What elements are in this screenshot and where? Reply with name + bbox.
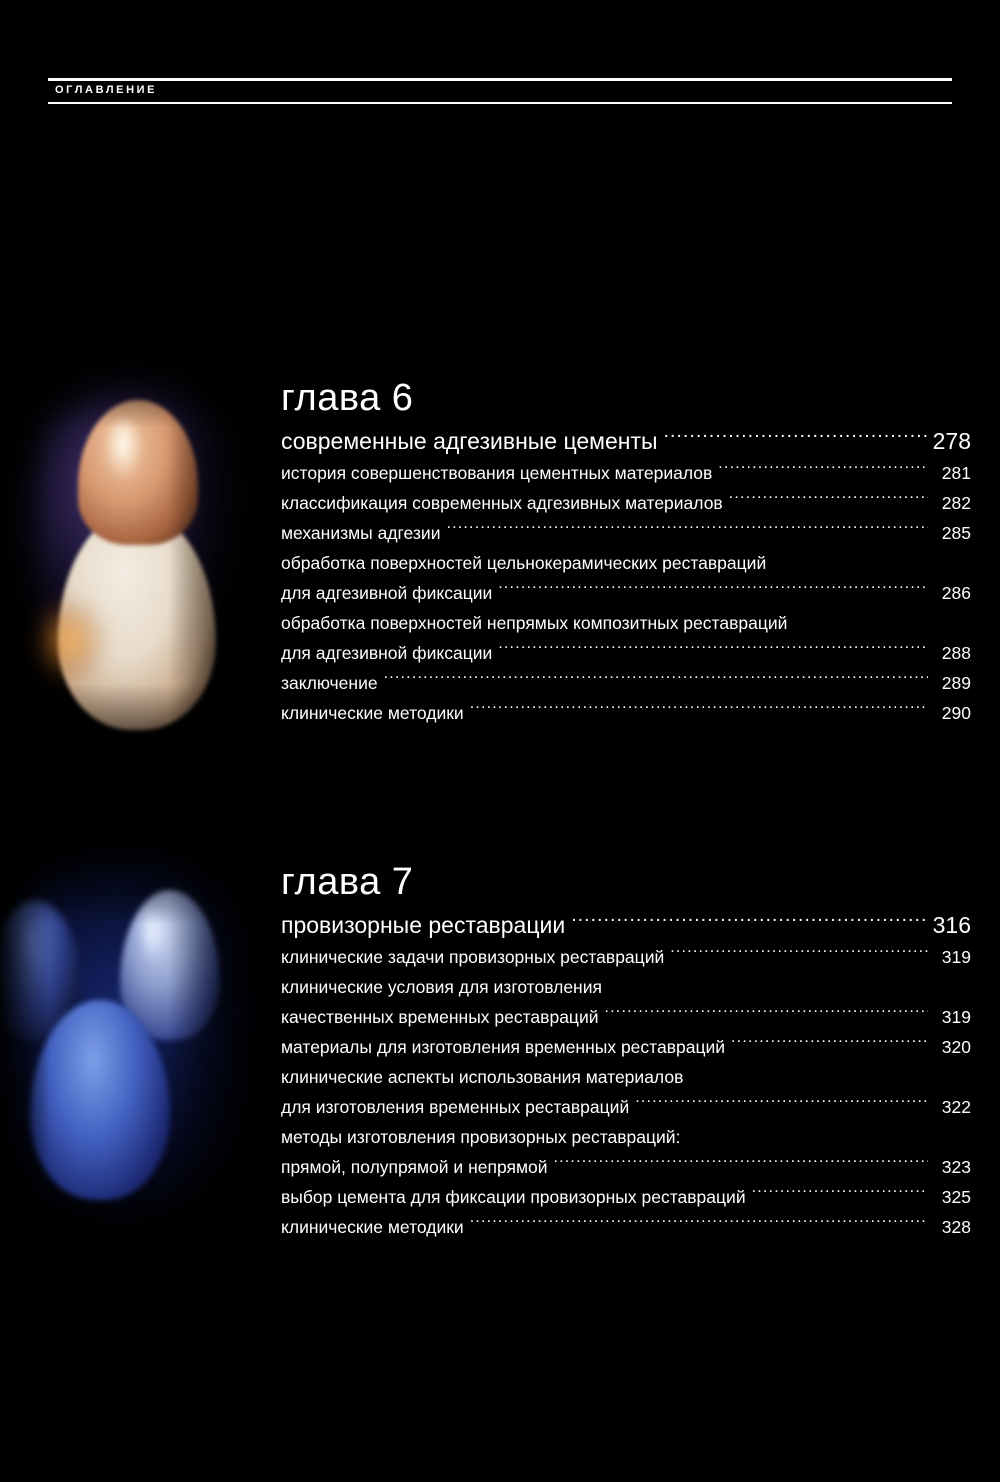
toc-entry-main[interactable]: [281, 908, 971, 942]
toc-entry-page: 323: [941, 1156, 971, 1177]
toc-entry-label: клинические аспекты использования материалов: [281, 1066, 684, 1087]
leader-dots: [718, 461, 928, 479]
toc-entry-page: 286: [941, 582, 971, 603]
toc-entry[interactable]: [281, 518, 971, 548]
leader-dots: [384, 671, 928, 689]
toc-entry-page: 316: [932, 911, 971, 938]
toc-entry-label: для изготовления временных реставраций: [281, 1096, 630, 1117]
toc-entry-continuation[interactable]: [281, 972, 971, 1002]
leader-dots: [470, 1215, 928, 1233]
toc-section-chapter-7: [281, 862, 971, 1242]
toc-entry-label: обработка поверхностей цельнокерамических реставраций: [281, 552, 767, 573]
toc-entry-label: современные адгезивные цементы: [281, 427, 658, 454]
toc-entry[interactable]: [281, 698, 971, 728]
header-label: ОГЛАВЛЕНИЕ: [55, 84, 165, 96]
toc-section-chapter-6: [281, 378, 971, 728]
toc-entry-page: 282: [941, 492, 971, 513]
leader-dots: [664, 426, 928, 449]
toc-entry-continuation[interactable]: [281, 608, 971, 638]
header-rule-bottom: [48, 102, 952, 104]
photo-glow: [0, 840, 280, 1220]
leader-dots: [670, 945, 928, 963]
toc-entry[interactable]: [281, 1182, 971, 1212]
chapter-title: глава 7: [281, 861, 414, 903]
leader-dots: [498, 581, 928, 599]
chapter-6-photo: [0, 340, 280, 780]
toc-entry[interactable]: [281, 1212, 971, 1242]
toc-entry[interactable]: [281, 1032, 971, 1062]
toc-entry-page: 290: [941, 702, 971, 723]
toc-entry[interactable]: [281, 578, 971, 608]
toc-entry-page: 278: [932, 427, 971, 454]
toc-entry-continuation[interactable]: [281, 1062, 971, 1092]
crown-shape-right: [120, 890, 220, 1040]
toc-entry-page: 325: [941, 1186, 971, 1207]
toc-entry-label: клинические условия для изготовления: [281, 976, 602, 997]
chapter-title: глава 6: [281, 377, 414, 419]
toc-entry-page: 289: [941, 672, 971, 693]
leader-dots: [752, 1185, 928, 1203]
toc-entry-label: клинические задачи провизорных реставраций: [281, 946, 665, 967]
toc-entry[interactable]: [281, 668, 971, 698]
toc-entry-page: 319: [941, 946, 971, 967]
crown-shape-front: [30, 1000, 170, 1200]
toc-entry-continuation[interactable]: [281, 1122, 971, 1152]
header-rule-top: [48, 78, 952, 81]
crown-highlight: [104, 420, 142, 480]
toc-entry-label: клинические методики: [281, 1216, 464, 1237]
leader-dots: [635, 1095, 928, 1113]
toc-entry-continuation[interactable]: [281, 548, 971, 578]
toc-entry-label: выбор цемента для фиксации провизорных реставраций: [281, 1186, 746, 1207]
photo-glow: [22, 380, 252, 680]
toc-entry-page: 319: [941, 1006, 971, 1027]
toc-entry-page: 288: [941, 642, 971, 663]
toc-entry-label: для адгезивной фиксации: [281, 582, 493, 603]
toc-entry[interactable]: [281, 1152, 971, 1182]
toc-entry-label: для адгезивной фиксации: [281, 642, 493, 663]
crown-body-shape: [58, 510, 216, 730]
toc-entry-label: методы изготовления провизорных реставраций:: [281, 1126, 681, 1147]
toc-entry[interactable]: [281, 1092, 971, 1122]
toc-entry-label: материалы для изготовления временных реставраций: [281, 1036, 726, 1057]
chapter-7-photo: [0, 830, 280, 1300]
crown-shape-left: [0, 900, 80, 1040]
page-header: [48, 78, 952, 108]
toc-entry-page: 320: [941, 1036, 971, 1057]
toc-entry-page: 281: [941, 462, 971, 483]
toc-entry-label: классификация современных адгезивных материалов: [281, 492, 723, 513]
crown-highlight: [136, 908, 168, 964]
amber-glow: [34, 600, 104, 680]
toc-entry-label: заключение: [281, 672, 378, 693]
toc-entry[interactable]: [281, 1002, 971, 1032]
toc-entry[interactable]: [281, 638, 971, 668]
toc-entry-label: обработка поверхностей непрямых композитных реставраций: [281, 612, 788, 633]
leader-dots: [498, 641, 928, 659]
toc-entry[interactable]: [281, 458, 971, 488]
toc-entry-page: 322: [941, 1096, 971, 1117]
toc-entry-label: прямой, полупрямой и непрямой: [281, 1156, 548, 1177]
leader-dots: [729, 491, 928, 509]
toc-entry-page: 328: [941, 1216, 971, 1237]
toc-entry-main[interactable]: [281, 424, 971, 458]
leader-dots: [470, 701, 928, 719]
toc-entry-label: качественных временных реставраций: [281, 1006, 599, 1027]
toc-entry[interactable]: [281, 942, 971, 972]
leader-dots: [571, 910, 928, 933]
leader-dots: [731, 1035, 928, 1053]
toc-entry-label: история совершенствования цементных материалов: [281, 462, 713, 483]
leader-dots: [554, 1155, 929, 1173]
toc-entry-page: 285: [941, 522, 971, 543]
crown-cap-shape: [78, 400, 198, 545]
toc-entry-label: механизмы адгезии: [281, 522, 441, 543]
toc-entry-label: клинические методики: [281, 702, 464, 723]
toc-entry[interactable]: [281, 488, 971, 518]
toc-entry-label: провизорные реставрации: [281, 911, 566, 938]
leader-dots: [605, 1005, 928, 1023]
leader-dots: [446, 521, 928, 539]
